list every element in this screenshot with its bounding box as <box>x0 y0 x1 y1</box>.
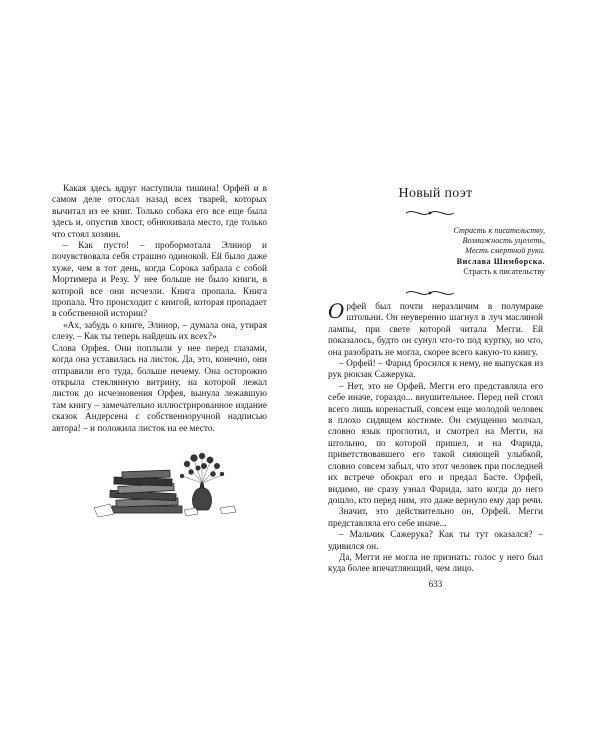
paragraph: – Нет, это не Орфей. Мегги его представляла его себе иначе, гораздо... внушительнее. Перед ней стоял всего лишь коренастый, совсем еще молодой человек в плохо сидящем костюме. Он смущенно молчал, словно язык проглотил, и смотрел на Мегги, на штольню, по которой пришел, и на Фарида, приветствовавшего его такой сияющей улыбкой, словно совсем забыл, что этот человек при последней их встрече обокрал его и предал Басте. Орфей, видимо, не сразу узнал Фарида, зато когда до него дошло, кто перед ним, это даже вернуло ему дар речи. <box>328 381 543 506</box>
paragraph: – Орфей! – Фарид бросился к нему, не выпуская из рук рюкзак Сажерука. <box>328 359 543 381</box>
epigraph-line: Месть смертной руки. <box>465 245 545 255</box>
epigraph <box>365 226 545 277</box>
first-paragraph-text: рфей был почти неразличим в полумраке штольни. Он неуверенно шагнул в луч масляной лампы, при свете которой читала Мегги. Ей показалось, будто он сунул что-то под куртку, но что, она разобрать не могла, скорее всего какую-то книгу. <box>328 302 543 358</box>
right-page <box>300 0 600 750</box>
paragraph: Да, Мегги не могла не признать: голос у него был куда более впечатляющий, чем лицо. <box>328 552 543 575</box>
paragraph: Слова Орфея. Они поплыли у нее перед глазами, когда она уставилась на листок. Да, это, конечно, они отправили его туда, больше нечему. Она осторожно открыла стеклянную витрину, на которой лежал листок до исчезновения Орфея, вынула лежавшую там книгу – замечательно иллюстрированное издание сказок Андерсена с собственноручной надписью автора! – и положила листок на ее место. <box>52 343 267 434</box>
paragraph: – Мальчик Сажерука? Как ты тут оказался? – удивился он. <box>328 530 543 552</box>
paragraph: «Ах, забудь о книге, Элинор, – думала она, утирая слезу. – Как ты теперь найдешь их всех?» <box>52 320 267 343</box>
book-stack-icon <box>110 470 182 513</box>
drop-cap: О <box>328 299 345 323</box>
epigraph-line: Возможность уцелеть, <box>462 235 545 245</box>
chapter-title: Новый поэт <box>398 186 473 201</box>
ornament-divider-icon <box>400 288 460 298</box>
paragraph: Значит, это действительно он, Орфей. Мегги представляла его себе иначе... <box>328 507 543 529</box>
page-number: 633 <box>428 579 443 589</box>
first-paragraph <box>328 299 543 359</box>
left-page-text <box>52 184 267 435</box>
vase-icon <box>193 483 212 510</box>
right-page-text <box>328 299 543 576</box>
ornament-divider-icon <box>400 208 460 218</box>
epigraph-author: Вислава Шимборска. <box>456 257 545 267</box>
epigraph-source: Страсть к писательству <box>463 267 545 277</box>
flowers-icon <box>180 453 224 483</box>
epigraph-line: Страсть к писательству, <box>453 226 545 235</box>
books-and-vase-illustration <box>92 428 242 518</box>
paragraph: – Как пусто! – пробормотала Элинор и почувствовала себя страшно одинокой. Ей было даже хуже, чем в тот день, когда Сорока забрала с собой Мортимера и Резу. У нее больше не было книги, в которой все они исчезли. Книга пропала. Книга пропала. Что происходит с книгой, которая пропадает в собственной истории? <box>52 241 267 320</box>
paragraph: Какая здесь вдруг наступила тишина! Орфей и в самом деле отослал назад всех тварей, которых вычитал из ее книг. Только собака его все еще была здесь и, опустив хвост, обнюхивала место, где только что стоял хозяин. <box>52 184 267 240</box>
